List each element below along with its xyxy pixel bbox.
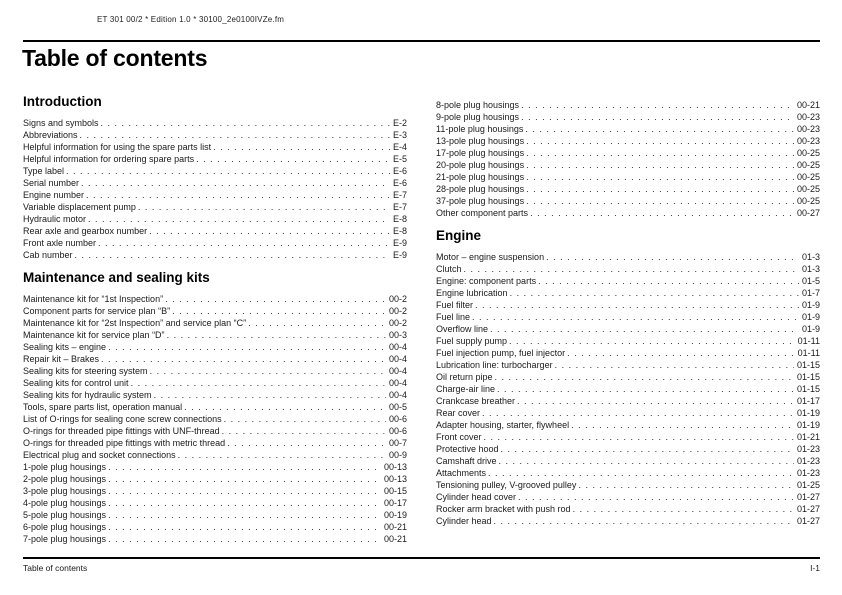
toc-entry[interactable] bbox=[436, 251, 820, 263]
toc-entry-page: 01-3 bbox=[801, 264, 820, 274]
toc-entry-page: 01-21 bbox=[796, 432, 820, 442]
dot-leader bbox=[178, 449, 386, 461]
toc-entry-page: 01-9 bbox=[801, 312, 820, 322]
toc-entry-page: 00-4 bbox=[388, 378, 407, 388]
footer-document-title: Table of contents bbox=[23, 563, 88, 573]
toc-entry-label: Maintenance kit for service plan “D” bbox=[23, 330, 165, 340]
toc-entry-page: 00-7 bbox=[388, 438, 407, 448]
section-heading-introduction: Introduction bbox=[23, 94, 102, 109]
dot-leader bbox=[81, 177, 390, 189]
toc-entry-label: Variable displacement pump bbox=[23, 202, 136, 212]
toc-entry-page: 01-11 bbox=[797, 348, 820, 358]
toc-entry[interactable] bbox=[23, 293, 407, 305]
dot-leader bbox=[101, 353, 386, 365]
dot-leader bbox=[495, 371, 794, 383]
page-footer bbox=[23, 563, 820, 573]
toc-entry-page: E-4 bbox=[392, 142, 407, 152]
toc-entry-page: 00-19 bbox=[383, 510, 407, 520]
toc-entry-page: 00-23 bbox=[796, 136, 820, 146]
toc-entry-page: E-7 bbox=[392, 202, 407, 212]
dot-leader bbox=[525, 123, 794, 135]
toc-entry-page: 00-23 bbox=[796, 112, 820, 122]
dot-leader bbox=[86, 189, 390, 201]
toc-entry-label: Rocker arm bracket with push rod bbox=[436, 504, 571, 514]
toc-entry[interactable] bbox=[436, 111, 820, 123]
toc-entry-label: Fuel injection pump, fuel injector bbox=[436, 348, 566, 358]
dot-leader bbox=[517, 395, 794, 407]
toc-entry-page: 00-15 bbox=[383, 486, 407, 496]
toc-entry-label: Oil return pipe bbox=[436, 372, 493, 382]
toc-entry-label: Clutch bbox=[436, 264, 462, 274]
dot-leader bbox=[80, 129, 390, 141]
toc-entry-page: 00-5 bbox=[388, 402, 407, 412]
dot-leader bbox=[497, 383, 794, 395]
toc-entry-page: 00-21 bbox=[383, 534, 407, 544]
toc-entry-label: Motor – engine suspension bbox=[436, 252, 545, 262]
toc-entry-label: Fuel supply pump bbox=[436, 336, 508, 346]
toc-entry[interactable] bbox=[436, 287, 820, 299]
toc-entry[interactable] bbox=[436, 479, 820, 491]
toc-entry-page: 00-6 bbox=[388, 426, 407, 436]
toc-entry-label: 4-pole plug housings bbox=[23, 498, 107, 508]
toc-entry-label: Front axle number bbox=[23, 238, 97, 248]
dot-leader bbox=[509, 335, 795, 347]
toc-entry-label: Camshaft drive bbox=[436, 456, 497, 466]
toc-entry[interactable] bbox=[23, 497, 407, 509]
toc-entry-page: 01-19 bbox=[796, 420, 820, 430]
toc-column-left bbox=[23, 94, 407, 545]
toc-entry-label: 20-pole plug housings bbox=[436, 160, 525, 170]
dot-leader bbox=[501, 443, 794, 455]
dot-leader bbox=[108, 485, 381, 497]
toc-entry-page: 00-25 bbox=[796, 172, 820, 182]
toc-entry-page: 01-11 bbox=[797, 336, 820, 346]
dot-leader bbox=[490, 323, 799, 335]
toc-entry-page: 00-4 bbox=[388, 390, 407, 400]
dot-leader bbox=[66, 165, 390, 177]
toc-entry[interactable] bbox=[23, 389, 407, 401]
dot-leader bbox=[464, 263, 799, 275]
dot-leader bbox=[538, 275, 799, 287]
toc-entry-page: E-3 bbox=[392, 130, 407, 140]
toc-entry-page: 00-6 bbox=[388, 414, 407, 424]
section-introduction bbox=[23, 94, 407, 261]
toc-entry-label: Sealing kits for control unit bbox=[23, 378, 129, 388]
toc-entry[interactable] bbox=[23, 509, 407, 521]
toc-entry-page: 00-2 bbox=[388, 318, 407, 328]
dot-leader bbox=[75, 249, 390, 261]
toc-column-right bbox=[436, 94, 820, 545]
toc-entry-page: 01-25 bbox=[796, 480, 820, 490]
toc-entry[interactable] bbox=[23, 141, 407, 153]
toc-entry-label: Signs and symbols bbox=[23, 118, 99, 128]
toc-entry[interactable] bbox=[436, 311, 820, 323]
toc-entry-label: Helpful information for ordering spare parts bbox=[23, 154, 195, 164]
toc-entry-page: 01-15 bbox=[796, 360, 820, 370]
toc-entry[interactable] bbox=[23, 485, 407, 497]
toc-entry-label: Lubrication line: turbocharger bbox=[436, 360, 553, 370]
toc-entry-page: E-6 bbox=[392, 178, 407, 188]
toc-entry-page: E-6 bbox=[392, 166, 407, 176]
dot-leader bbox=[167, 329, 386, 341]
toc-entry-label: 37-pole plug housings bbox=[436, 196, 525, 206]
toc-entry[interactable] bbox=[436, 207, 820, 219]
dot-leader bbox=[472, 311, 799, 323]
toc-entry[interactable] bbox=[23, 317, 407, 329]
toc-entry-page: 01-15 bbox=[796, 372, 820, 382]
toc-entry-label: Engine number bbox=[23, 190, 85, 200]
toc-entry-page: 00-21 bbox=[383, 522, 407, 532]
toc-entry-label: Helpful information for using the spare parts list bbox=[23, 142, 212, 152]
dot-leader bbox=[526, 135, 794, 147]
toc-entry-label: Engine: component parts bbox=[436, 276, 537, 286]
section-heading-engine: Engine bbox=[436, 228, 482, 243]
toc-entry[interactable] bbox=[436, 371, 820, 383]
toc-entry[interactable] bbox=[23, 249, 407, 261]
toc-entry-label: 17-pole plug housings bbox=[436, 148, 525, 158]
toc-entry[interactable] bbox=[23, 449, 407, 461]
dot-leader bbox=[555, 359, 794, 371]
toc-entry[interactable] bbox=[436, 455, 820, 467]
toc-entry[interactable] bbox=[436, 431, 820, 443]
toc-entry-page: E-8 bbox=[392, 214, 407, 224]
dot-leader bbox=[571, 419, 794, 431]
toc-entry[interactable] bbox=[23, 413, 407, 425]
toc-entry-page: 00-3 bbox=[388, 330, 407, 340]
dot-leader bbox=[213, 141, 390, 153]
toc-entry-page: 00-27 bbox=[796, 208, 820, 218]
toc-entry[interactable] bbox=[436, 335, 820, 347]
toc-entry-label: Abbreviations bbox=[23, 130, 78, 140]
toc-entry[interactable] bbox=[23, 473, 407, 485]
dot-leader bbox=[108, 341, 386, 353]
toc-entry-label: 1-pole plug housings bbox=[23, 462, 107, 472]
toc-entry-label: Maintenance kit for “2st Inspection” and service plan “C” bbox=[23, 318, 247, 328]
toc-entry-page: 00-17 bbox=[383, 498, 407, 508]
toc-entry[interactable] bbox=[23, 341, 407, 353]
toc-entry-label: Engine lubrication bbox=[436, 288, 508, 298]
toc-entry-label: 11-pole plug housings bbox=[436, 124, 524, 134]
toc-entry[interactable] bbox=[23, 461, 407, 473]
dot-leader bbox=[101, 117, 390, 129]
dot-leader bbox=[88, 213, 390, 225]
toc-entry[interactable] bbox=[436, 515, 820, 527]
toc-entry-page: 01-5 bbox=[801, 276, 820, 286]
dot-leader bbox=[248, 317, 386, 329]
dot-leader bbox=[526, 147, 794, 159]
toc-entry-label: List of O-rings for sealing cone screw connections bbox=[23, 414, 222, 424]
toc-entry-label: Sealing kits for hydraulic system bbox=[23, 390, 152, 400]
toc-entries-maintenance-continued bbox=[436, 94, 820, 219]
toc-entry[interactable] bbox=[436, 395, 820, 407]
dot-leader bbox=[510, 287, 799, 299]
toc-entry-label: Charge-air line bbox=[436, 384, 496, 394]
dot-leader bbox=[530, 207, 794, 219]
toc-entry[interactable] bbox=[23, 201, 407, 213]
toc-entry-page: 00-25 bbox=[796, 160, 820, 170]
toc-entry[interactable] bbox=[23, 225, 407, 237]
toc-entry-label: Repair kit – Brakes bbox=[23, 354, 100, 364]
toc-entry[interactable] bbox=[436, 183, 820, 195]
toc-entry-label: 5-pole plug housings bbox=[23, 510, 107, 520]
dot-leader bbox=[149, 225, 390, 237]
toc-entry[interactable] bbox=[436, 323, 820, 335]
toc-entry[interactable] bbox=[23, 425, 407, 437]
toc-entry-label: 13-pole plug housings bbox=[436, 136, 525, 146]
toc-entry[interactable] bbox=[436, 147, 820, 159]
toc-entry-page: E-7 bbox=[392, 190, 407, 200]
toc-entry-page: 01-7 bbox=[801, 288, 820, 298]
dot-leader bbox=[499, 455, 794, 467]
toc-entry[interactable] bbox=[436, 503, 820, 515]
toc-columns bbox=[23, 94, 820, 545]
toc-entry-page: 01-19 bbox=[796, 408, 820, 418]
dot-leader bbox=[172, 305, 386, 317]
toc-entry[interactable] bbox=[23, 213, 407, 225]
toc-entries-introduction bbox=[23, 117, 407, 261]
toc-entry[interactable] bbox=[23, 401, 407, 413]
toc-entry-label: Electrical plug and socket connections bbox=[23, 450, 176, 460]
dot-leader bbox=[227, 437, 386, 449]
toc-entry-page: 00-2 bbox=[388, 294, 407, 304]
section-heading-maintenance: Maintenance and sealing kits bbox=[23, 270, 210, 285]
toc-entry-page: 00-25 bbox=[796, 196, 820, 206]
dot-leader bbox=[98, 237, 390, 249]
toc-entry-label: 7-pole plug housings bbox=[23, 534, 107, 544]
toc-entry-page: E-8 bbox=[392, 226, 407, 236]
toc-entry[interactable] bbox=[436, 99, 820, 111]
toc-entry[interactable] bbox=[436, 491, 820, 503]
toc-entry-label: Serial number bbox=[23, 178, 80, 188]
toc-entry-label: Tensioning pulley, V-grooved pulley bbox=[436, 480, 577, 490]
toc-entries-engine bbox=[436, 251, 820, 527]
toc-entry[interactable] bbox=[23, 129, 407, 141]
toc-entry-page: E-9 bbox=[392, 250, 407, 260]
dot-leader bbox=[184, 401, 386, 413]
toc-entry-page: E-5 bbox=[392, 154, 407, 164]
toc-entry-label: Component parts for service plan “B” bbox=[23, 306, 171, 316]
toc-entry-label: Rear axle and gearbox number bbox=[23, 226, 148, 236]
header-rule bbox=[23, 40, 820, 42]
toc-entry-page: 01-23 bbox=[796, 444, 820, 454]
toc-entry-label: Type label bbox=[23, 166, 65, 176]
toc-entry-page: 01-27 bbox=[796, 516, 820, 526]
toc-entry[interactable] bbox=[23, 365, 407, 377]
toc-entry-page: 01-9 bbox=[801, 324, 820, 334]
toc-entry[interactable] bbox=[436, 347, 820, 359]
toc-entry[interactable] bbox=[23, 353, 407, 365]
toc-entry[interactable] bbox=[23, 305, 407, 317]
section-maintenance bbox=[23, 270, 407, 545]
toc-entry-label: Rear cover bbox=[436, 408, 481, 418]
toc-entry[interactable] bbox=[23, 521, 407, 533]
toc-entries-maintenance bbox=[23, 293, 407, 545]
dot-leader bbox=[108, 473, 381, 485]
dot-leader bbox=[475, 299, 799, 311]
toc-entry[interactable] bbox=[23, 189, 407, 201]
toc-entry-label: 2-pole plug housings bbox=[23, 474, 107, 484]
dot-leader bbox=[150, 365, 386, 377]
footer-page-number: I-1 bbox=[810, 563, 820, 573]
toc-entry-page: 00-13 bbox=[383, 474, 407, 484]
dot-leader bbox=[494, 515, 794, 527]
toc-entry-page: 01-23 bbox=[796, 456, 820, 466]
toc-entry[interactable] bbox=[23, 117, 407, 129]
page-title: Table of contents bbox=[22, 45, 208, 71]
dot-leader bbox=[578, 479, 794, 491]
toc-entry-label: O-rings for threaded pipe fittings with UNF-thread bbox=[23, 426, 220, 436]
toc-entry-label: 28-pole plug housings bbox=[436, 184, 525, 194]
dot-leader bbox=[108, 509, 381, 521]
toc-entry-page: 00-4 bbox=[388, 366, 407, 376]
toc-entry-label: Maintenance kit for “1st Inspection” bbox=[23, 294, 164, 304]
toc-entry[interactable] bbox=[436, 443, 820, 455]
toc-entry-label: O-rings for threaded pipe fittings with metric thread bbox=[23, 438, 226, 448]
toc-entry-page: 01-23 bbox=[796, 468, 820, 478]
toc-entry-page: 00-25 bbox=[796, 148, 820, 158]
dot-leader bbox=[521, 99, 794, 111]
toc-entry-label: Protective hood bbox=[436, 444, 499, 454]
toc-entry-page: 01-15 bbox=[796, 384, 820, 394]
dot-leader bbox=[567, 347, 795, 359]
toc-entry-page: 00-2 bbox=[388, 306, 407, 316]
dot-leader bbox=[526, 195, 794, 207]
toc-entry-label: Cylinder head bbox=[436, 516, 492, 526]
toc-entry-page: E-2 bbox=[392, 118, 407, 128]
dot-leader bbox=[138, 201, 390, 213]
toc-entry-label: 9-pole plug housings bbox=[436, 112, 520, 122]
toc-entry-page: E-9 bbox=[392, 238, 407, 248]
toc-entry[interactable] bbox=[436, 171, 820, 183]
toc-entry-page: 00-4 bbox=[388, 354, 407, 364]
toc-entry[interactable] bbox=[23, 377, 407, 389]
toc-entry-page: 01-9 bbox=[801, 300, 820, 310]
toc-entry-page: 00-9 bbox=[388, 450, 407, 460]
toc-entry[interactable] bbox=[23, 165, 407, 177]
toc-entry-label: Attachments bbox=[436, 468, 487, 478]
toc-entry[interactable] bbox=[436, 299, 820, 311]
dot-leader bbox=[196, 153, 390, 165]
dot-leader bbox=[488, 467, 794, 479]
toc-entry-page: 01-27 bbox=[796, 504, 820, 514]
toc-entry-label: Adapter housing, starter, flywheel bbox=[436, 420, 570, 430]
section-maintenance-continued bbox=[436, 94, 820, 219]
dot-leader bbox=[518, 491, 794, 503]
document-header-note: ET 301 00/2 * Edition 1.0 * 30100_2e0100IVZe.fm bbox=[97, 15, 285, 24]
dot-leader bbox=[484, 431, 794, 443]
dot-leader bbox=[108, 521, 381, 533]
toc-entry-page: 00-23 bbox=[796, 124, 820, 134]
toc-entry[interactable] bbox=[436, 419, 820, 431]
toc-entry-page: 01-17 bbox=[796, 396, 820, 406]
section-engine bbox=[436, 228, 820, 527]
dot-leader bbox=[108, 497, 381, 509]
toc-entry[interactable] bbox=[436, 135, 820, 147]
toc-entry-label: Tools, spare parts list, operation manual bbox=[23, 402, 183, 412]
toc-entry-page: 01-3 bbox=[801, 252, 820, 262]
toc-entry-page: 00-21 bbox=[796, 100, 820, 110]
dot-leader bbox=[224, 413, 386, 425]
toc-entry-label: 21-pole plug housings bbox=[436, 172, 525, 182]
toc-entry[interactable] bbox=[436, 467, 820, 479]
toc-entry[interactable] bbox=[23, 329, 407, 341]
toc-entry[interactable] bbox=[23, 237, 407, 249]
toc-entry-label: Crankcase breather bbox=[436, 396, 516, 406]
toc-entry-page: 00-4 bbox=[388, 342, 407, 352]
toc-entry[interactable] bbox=[436, 123, 820, 135]
toc-entry[interactable] bbox=[436, 275, 820, 287]
toc-entry[interactable] bbox=[23, 153, 407, 165]
toc-entry[interactable] bbox=[23, 177, 407, 189]
dot-leader bbox=[526, 171, 794, 183]
toc-entry[interactable] bbox=[436, 195, 820, 207]
toc-entry-page: 00-13 bbox=[383, 462, 407, 472]
toc-entry-label: Front cover bbox=[436, 432, 482, 442]
toc-entry[interactable] bbox=[23, 533, 407, 545]
dot-leader bbox=[154, 389, 386, 401]
dot-leader bbox=[526, 159, 794, 171]
footer-rule bbox=[23, 557, 820, 559]
toc-entry-label: Fuel line bbox=[436, 312, 471, 322]
toc-entry-label: 6-pole plug housings bbox=[23, 522, 107, 532]
dot-leader bbox=[526, 183, 794, 195]
dot-leader bbox=[222, 425, 386, 437]
toc-entry-label: 3-pole plug housings bbox=[23, 486, 107, 496]
toc-entry-label: Hydraulic motor bbox=[23, 214, 87, 224]
toc-entry[interactable] bbox=[23, 437, 407, 449]
dot-leader bbox=[546, 251, 799, 263]
toc-entry-label: Fuel filter bbox=[436, 300, 474, 310]
toc-entry-label: Cab number bbox=[23, 250, 73, 260]
dot-leader bbox=[131, 377, 386, 389]
toc-entry-label: 8-pole plug housings bbox=[436, 100, 520, 110]
toc-entry[interactable] bbox=[436, 383, 820, 395]
toc-entry-label: Cylinder head cover bbox=[436, 492, 517, 502]
toc-entry[interactable] bbox=[436, 263, 820, 275]
toc-entry-label: Sealing kits – engine bbox=[23, 342, 107, 352]
toc-entry[interactable] bbox=[436, 407, 820, 419]
toc-entry[interactable] bbox=[436, 159, 820, 171]
dot-leader bbox=[108, 461, 381, 473]
dot-leader bbox=[573, 503, 794, 515]
toc-entry-page: 00-25 bbox=[796, 184, 820, 194]
dot-leader bbox=[108, 533, 381, 545]
toc-entry[interactable] bbox=[436, 359, 820, 371]
toc-entry-page: 01-27 bbox=[796, 492, 820, 502]
toc-entry-label: Other component parts bbox=[436, 208, 529, 218]
dot-leader bbox=[521, 111, 794, 123]
toc-entry-label: Sealing kits for steering system bbox=[23, 366, 148, 376]
toc-entry-label: Overflow line bbox=[436, 324, 489, 334]
dot-leader bbox=[482, 407, 794, 419]
dot-leader bbox=[165, 293, 386, 305]
